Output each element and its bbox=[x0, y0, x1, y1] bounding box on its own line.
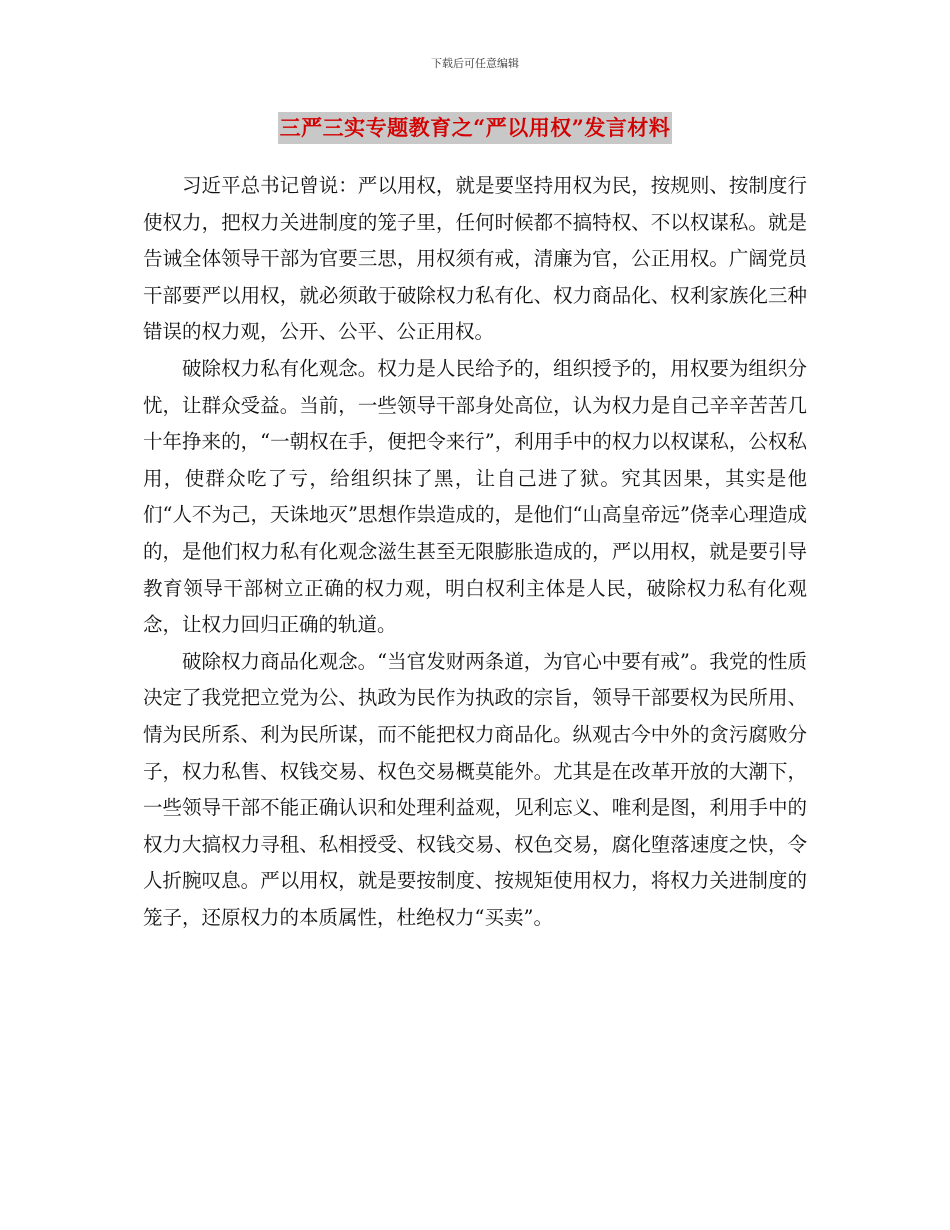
header-note: 下载后可任意编辑 bbox=[431, 57, 519, 70]
paragraph-2: 破除权力私有化观念。权力是人民给予的，组织授予的，用权要为组织分忧，让群众受益。当前，一些领导干部身处高位，认为权力是自己辛辛苦苦几十年挣来的，“一朝权在手，便把令来行”，利用手中的权力以权谋私，公权私用，使群众吃了亏，给组织抹了黑，让自己进了狱。究其因果，其实是他们“人不为己，天诛地灭”思想作祟造成的，是他们“山高皇帝远”侥幸心理造成的，是他们权力私有化观念滋生甚至无限膨胀造成的，严以用权，就是要引导教育领导干部树立正确的权力观，明白权利主体是人民，破除权力私有化观念，让权力回归正确的轨道。 bbox=[143, 356, 807, 637]
document-body bbox=[143, 168, 807, 936]
document-title: 三严三实专题教育之“严以用权”发言材料 bbox=[278, 112, 673, 144]
paragraph-1: 习近平总书记曾说：严以用权，就是要坚持用权为民，按规则、按制度行使权力，把权力关进制度的笼子里，任何时候都不搞特权、不以权谋私。就是告诫全体领导干部为官要三思，用权须有戒，清廉为官，公正用权。广阔党员干部要严以用权，就必须敢于破除权力私有化、权力商品化、权利家族化三种错误的权力观，公开、公平、公正用权。 bbox=[143, 174, 807, 344]
title-container bbox=[0, 112, 950, 144]
paragraph-3: 破除权力商品化观念。“当官发财两条道，为官心中要有戒”。我党的性质决定了我党把立党为公、执政为民作为执政的宗旨，领导干部要权为民所用、情为民所系、利为民所谋，而不能把权力商品化。纵观古今中外的贪污腐败分子，权力私售、权钱交易、权色交易概莫能外。尤其是在改革开放的大潮下，一些领导干部不能正确认识和处理利益观，见利忘义、唯利是图，利用手中的权力大搞权力寻租、私相授受、权钱交易、权色交易，腐化堕落速度之快，令人折腕叹息。严以用权，就是要按制度、按规矩使用权力，将权力关进制度的笼子，还原权力的本质属性，杜绝权力“买卖”。 bbox=[143, 649, 807, 929]
